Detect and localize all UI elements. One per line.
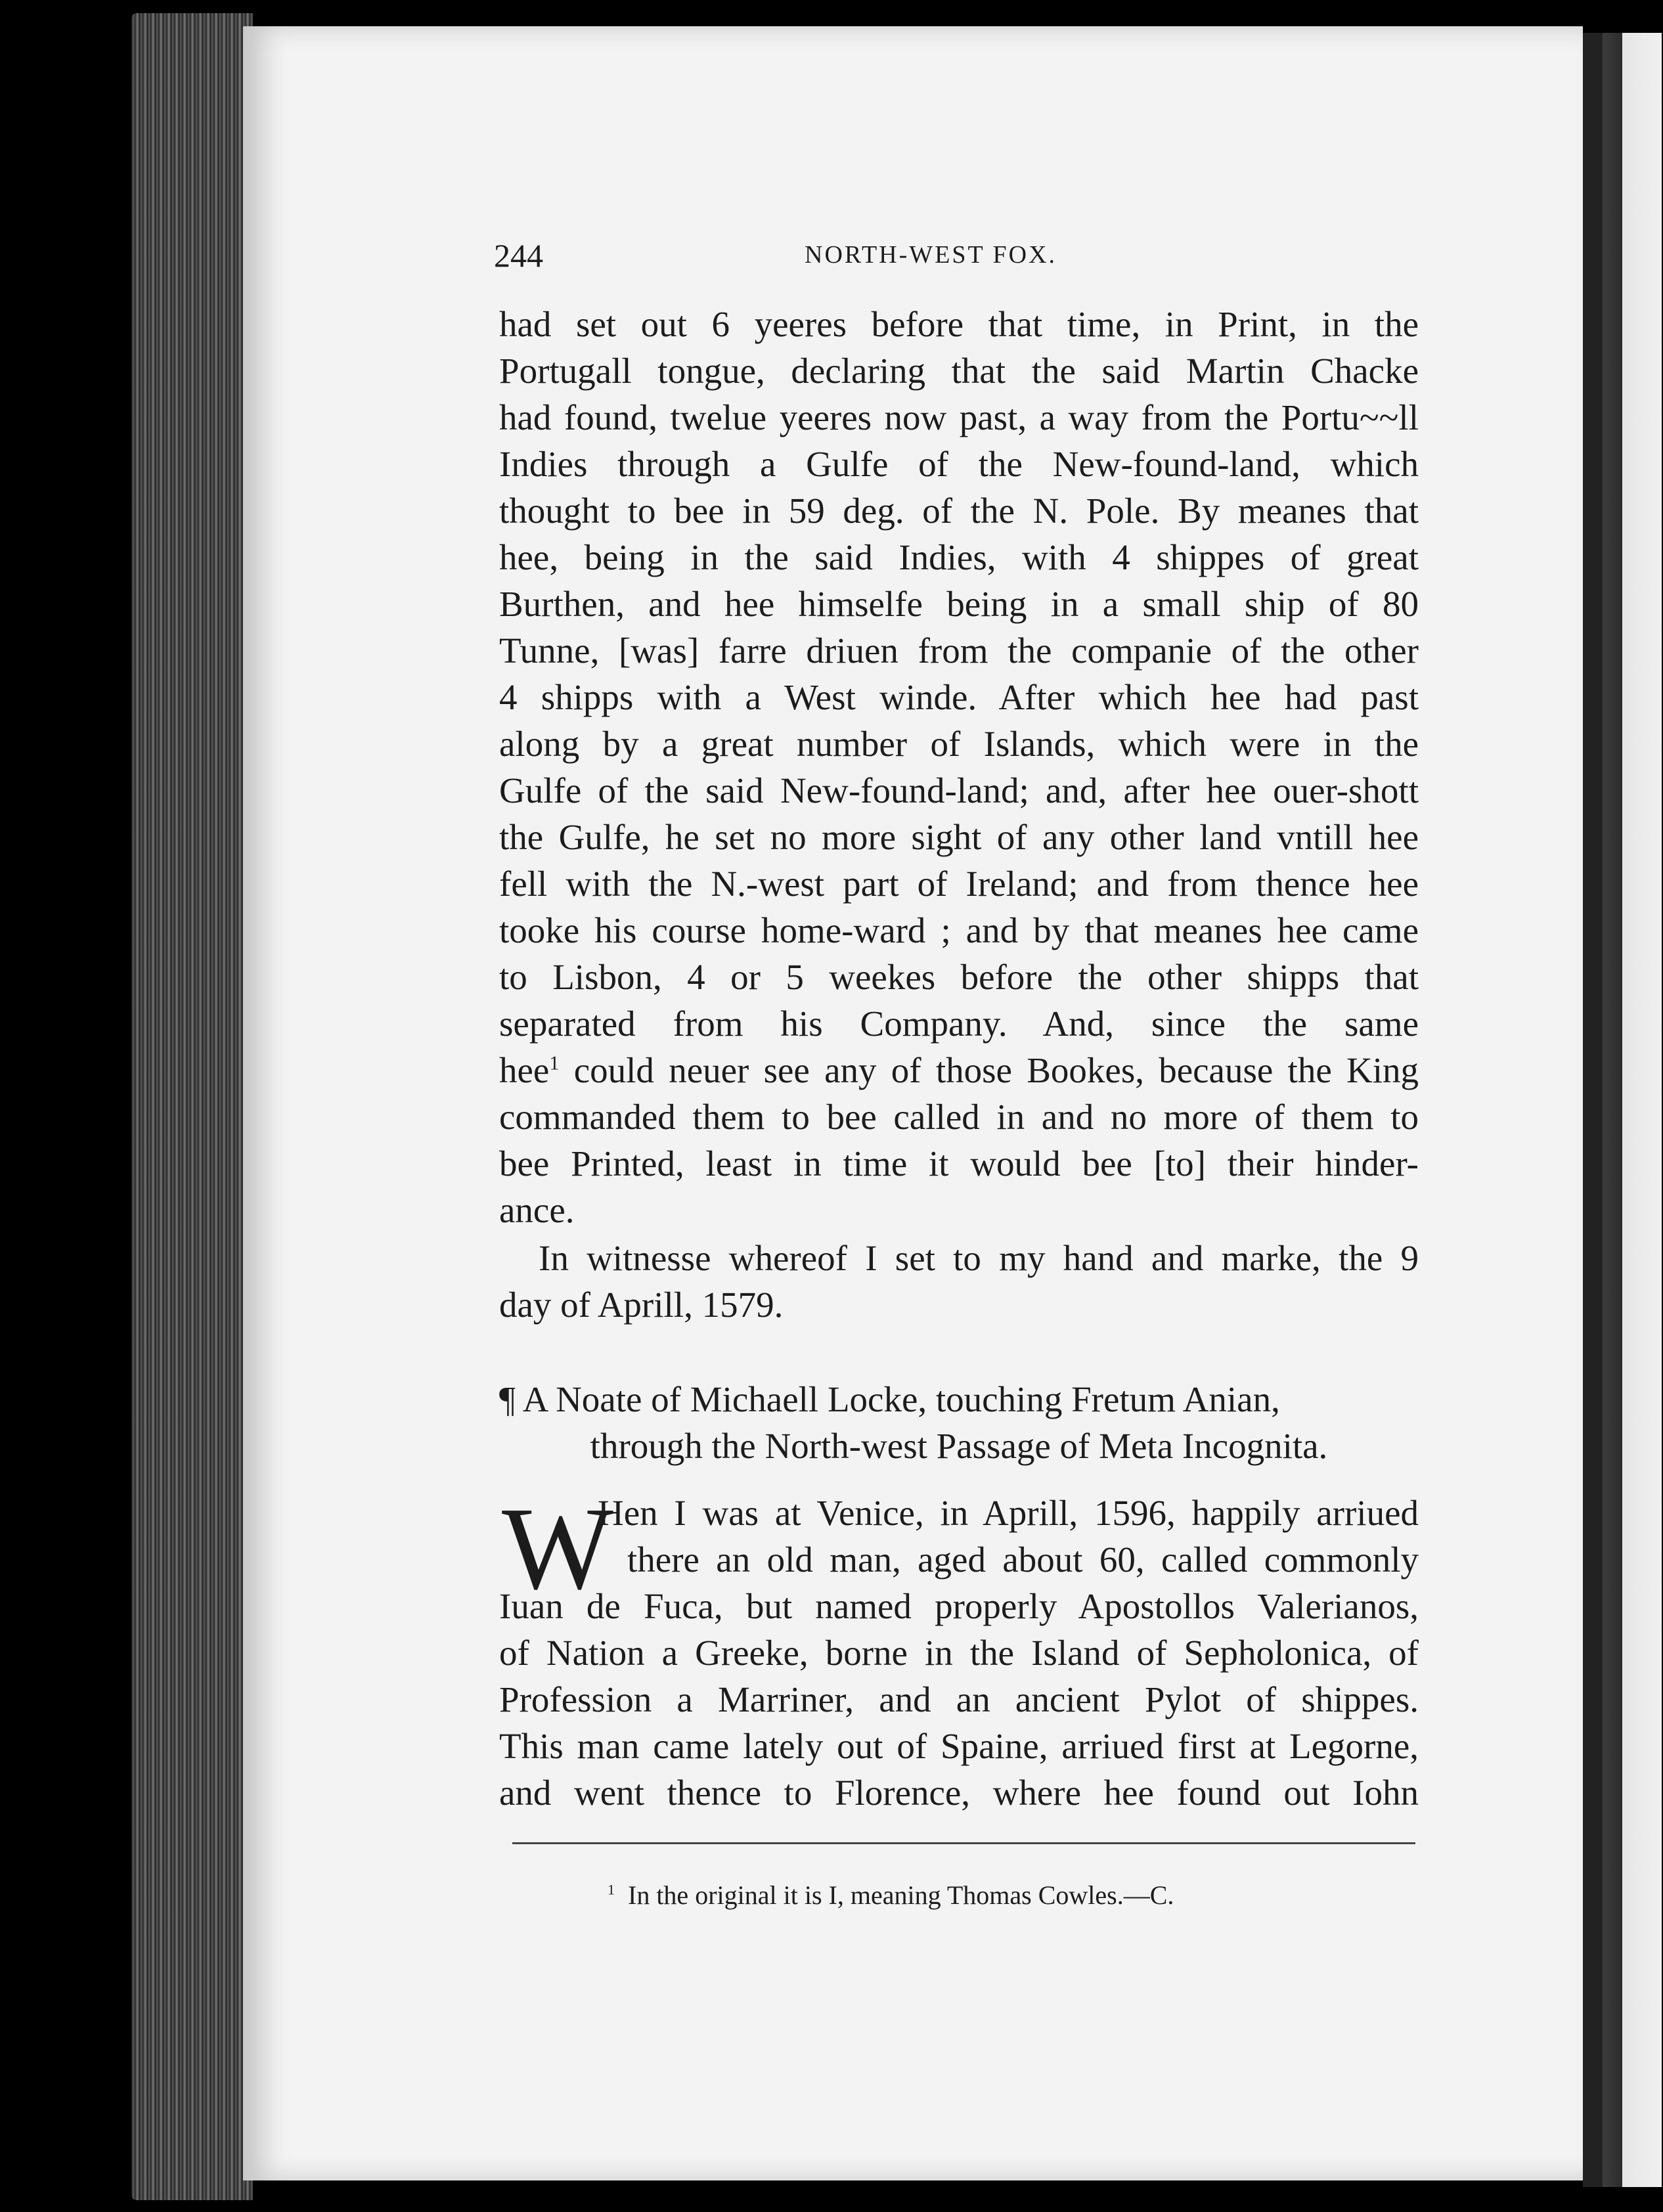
text-fragment: could neuer see any of those Bookes, because the King	[573, 1050, 1419, 1090]
text-line: Tunne, [was] farre driuen from the companie of the other	[499, 630, 1419, 671]
text-line: and went thence to Florence, where hee found out Iohn	[499, 1773, 1419, 1813]
drop-cap: W	[502, 1483, 613, 1614]
text-line: day of Aprill, 1579.	[499, 1285, 784, 1325]
running-title: NORTH-WEST FOX.	[805, 241, 1057, 269]
text-line: Portugall tongue, declaring that the said Martin Chacke	[499, 351, 1419, 391]
text-line: of Nation a Greeke, borne in the Island of Sepholonica, of	[499, 1633, 1419, 1673]
text-line: In witnesse whereof I set to my hand and marke, the 9	[539, 1238, 1419, 1278]
section-heading	[499, 1376, 1419, 1469]
text-line: the Gulfe, he set no more sight of any other land vntill hee	[499, 817, 1419, 857]
text-line: tooke his course home-ward ; and by that meanes hee came	[499, 910, 1419, 950]
heading-line: through the North-west Passage of Meta Incognita.	[590, 1426, 1328, 1466]
paragraph-2	[499, 1235, 1419, 1328]
footnote	[608, 1880, 1174, 1911]
text-line: hee, being in the said Indies, with 4 shippes of great	[499, 537, 1419, 577]
page-number: 244	[494, 237, 543, 274]
text-line: Iuan de Fuca, but named properly Apostollos Valerianos,	[499, 1586, 1419, 1626]
text-line: along by a great number of Islands, which were in the	[499, 724, 1419, 764]
text-line: bee Printed, least in time it would bee [to] their hinder-	[499, 1143, 1419, 1183]
text-line: had found, twelue yeeres now past, a way from the Portu~~ll	[499, 397, 1419, 437]
text-line: had set out 6 yeeres before that time, in Print, in the	[499, 304, 1419, 344]
text-line: thought to bee in 59 deg. of the N. Pole. By meanes that	[499, 491, 1419, 531]
text-line: 4 shipps with a West winde. After which hee had past	[499, 677, 1419, 717]
text-line: ance.	[499, 1190, 575, 1230]
facing-page-edge	[1583, 33, 1662, 2187]
text-line: Burthen, and hee himselfe being in a small ship of 80	[499, 584, 1419, 624]
text-line: This man came lately out of Spaine, arriued first at Legorne,	[499, 1726, 1419, 1766]
text-line: Indies through a Gulfe of the New-found-land, which	[499, 444, 1419, 484]
paragraph-3	[499, 1483, 1419, 1816]
footnote-divider	[512, 1842, 1415, 1844]
text-line-with-footnote	[499, 1047, 1419, 1094]
text-fragment: hee	[499, 1050, 550, 1090]
book-page-edges	[131, 13, 253, 2200]
heading-line: ¶ A Noate of Michaell Locke, touching Fretum Anian,	[499, 1379, 1280, 1419]
footnote-text: In the original it is I, meaning Thomas Cowles.—C.	[628, 1880, 1174, 1910]
text-line: commanded them to bee called in and no more of them to	[499, 1097, 1419, 1137]
text-line: Profession a Marriner, and an ancient Pylot of shippes.	[499, 1679, 1419, 1719]
footnote-number: 1	[608, 1881, 615, 1898]
text-line: fell with the N.-west part of Ireland; and from thence hee	[499, 864, 1419, 904]
text-line: Gulfe of the said New-found-land; and, after hee ouer-shott	[499, 770, 1419, 810]
text-line: Hen I was at Venice, in Aprill, 1596, happily arriued	[598, 1493, 1419, 1533]
text-line: to Lisbon, 4 or 5 weekes before the other shipps that	[499, 957, 1419, 997]
text-line: separated from his Company. And, since the same	[499, 1004, 1419, 1044]
footnote-marker: 1	[549, 1051, 560, 1074]
paragraph-1	[499, 301, 1419, 1233]
text-line: there an old man, aged about 60, called commonly	[627, 1539, 1419, 1580]
